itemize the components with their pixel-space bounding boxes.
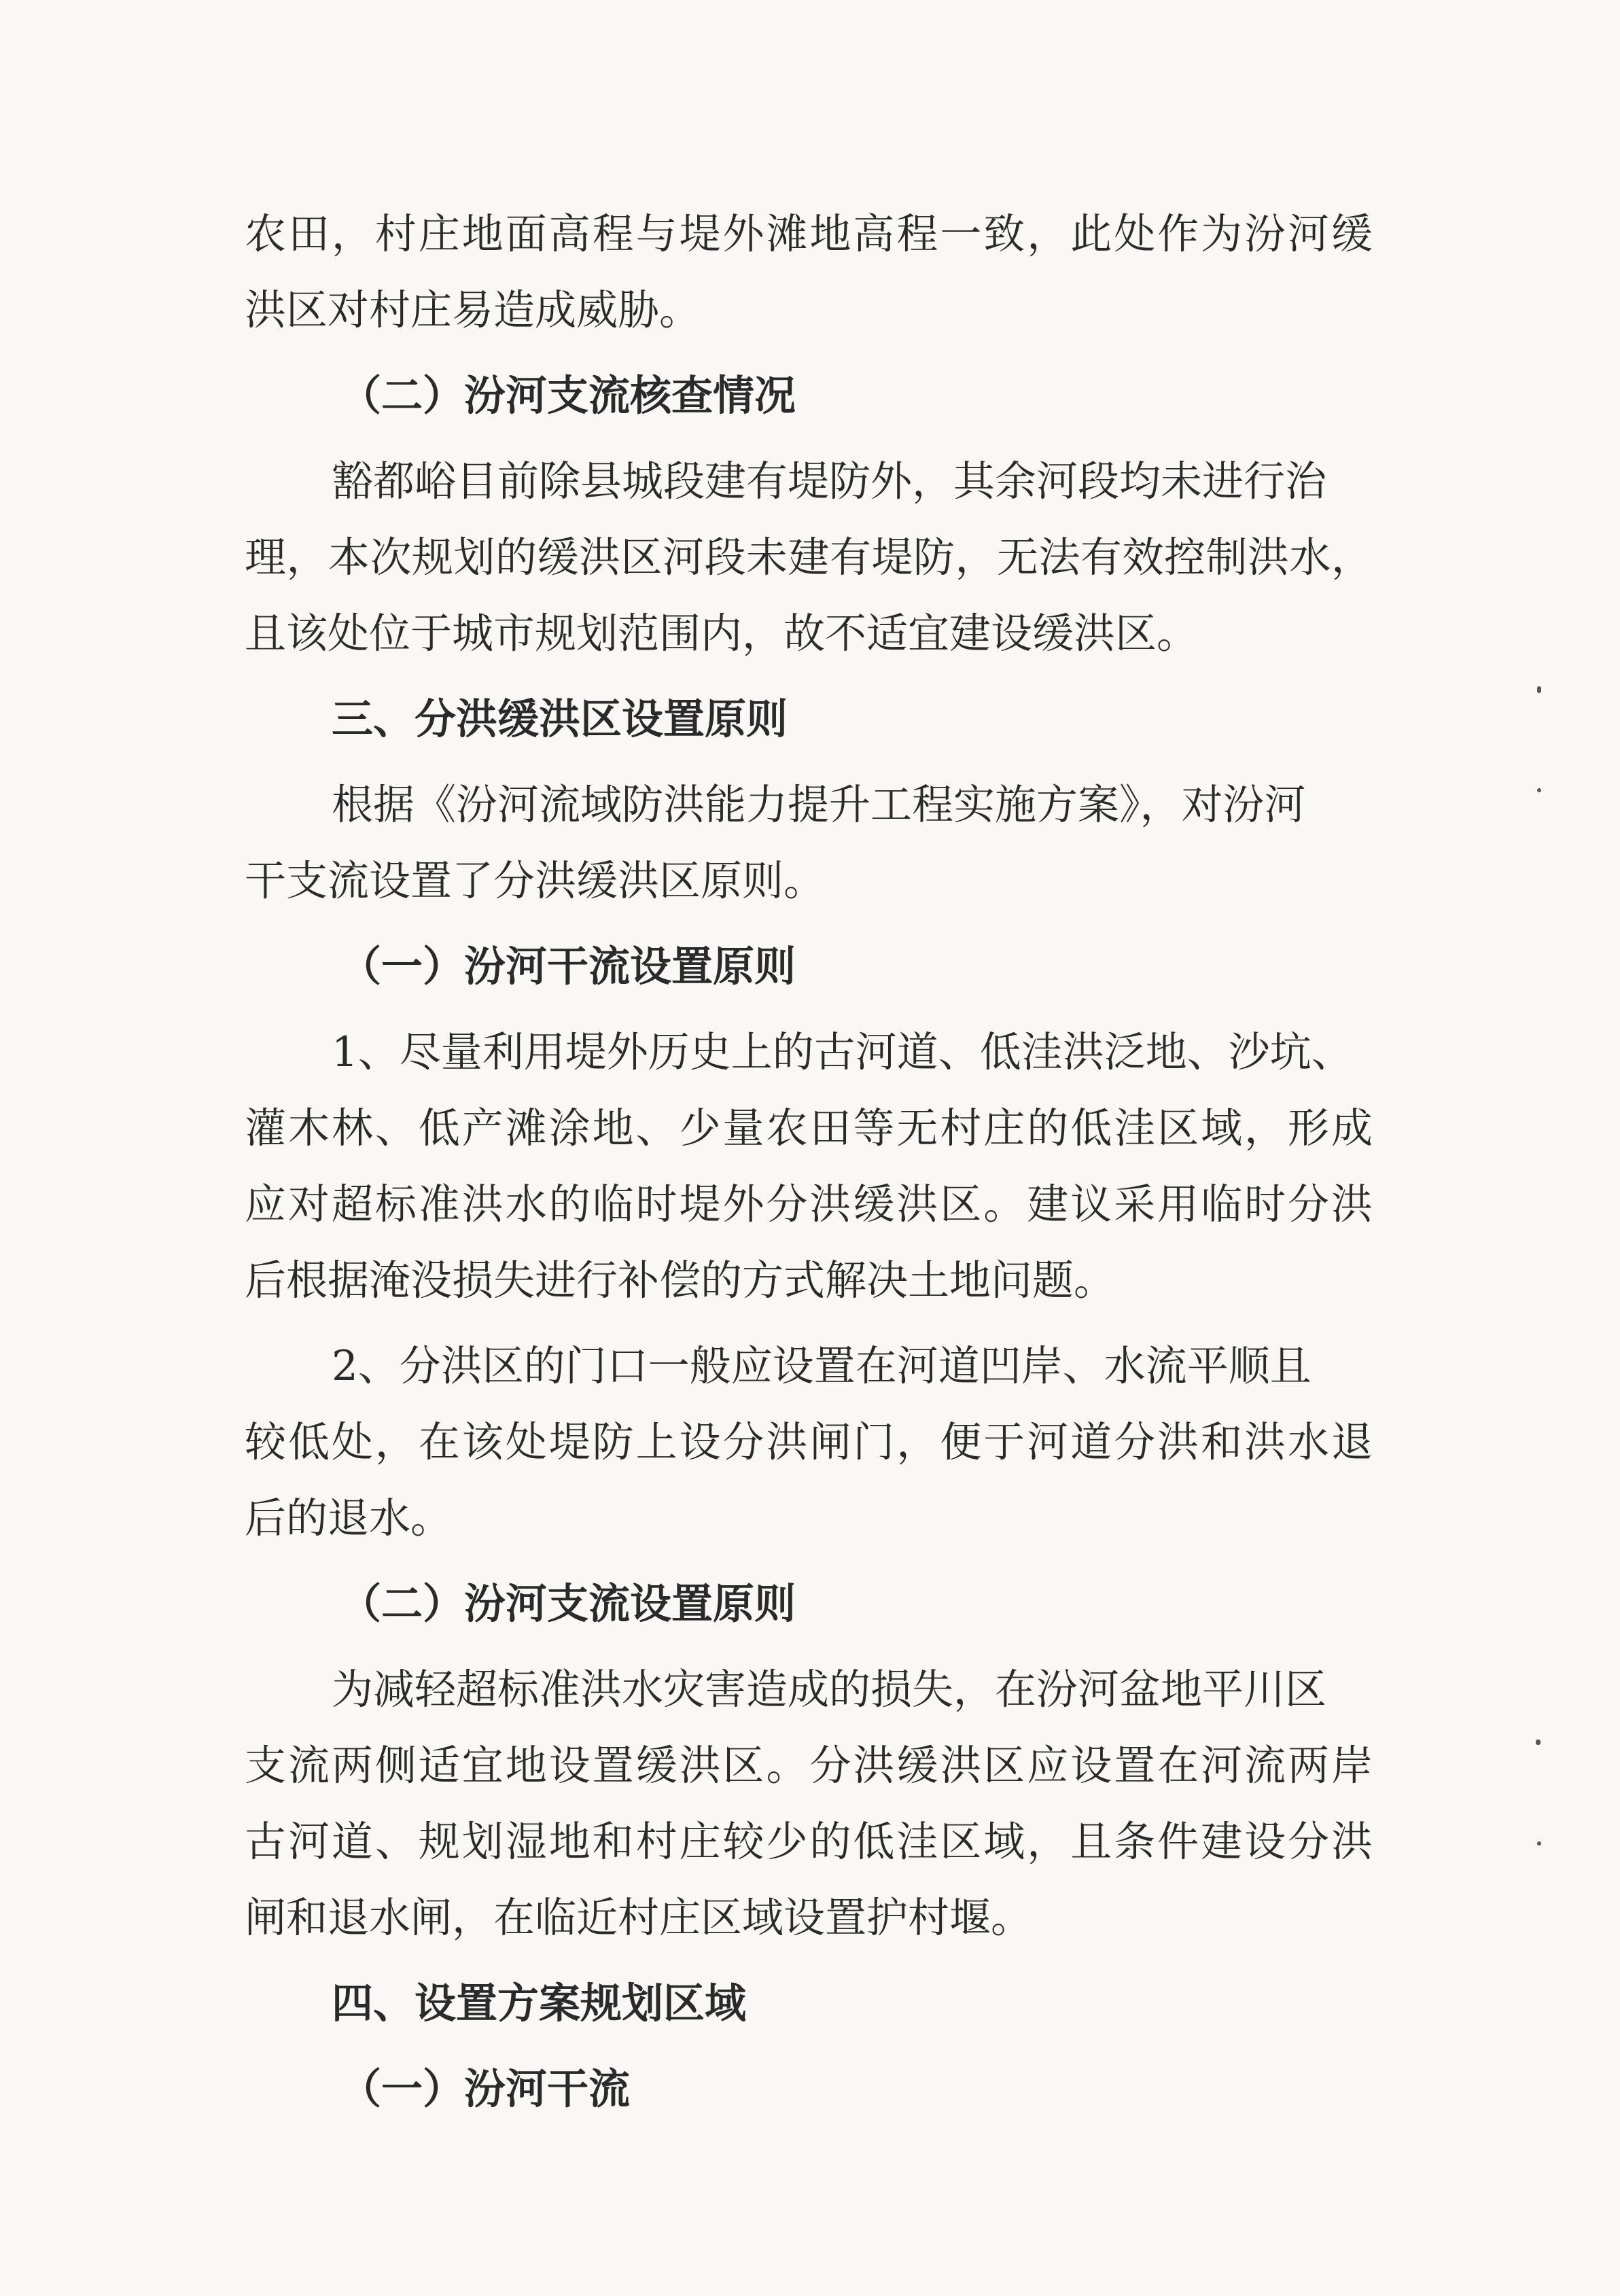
paragraph-line: 后的退水。 bbox=[245, 1494, 453, 1542]
paragraph-line: 较低处，在该处堤防上设分洪闸门，便于河道分洪和洪水退 bbox=[245, 1418, 1373, 1466]
chapter-heading: 三、分洪缓洪区设置原则 bbox=[332, 695, 788, 743]
chapter-heading: 四、设置方案规划区域 bbox=[332, 1979, 747, 2028]
paragraph-line: 灌木林、低产滩涂地、少量农田等无村庄的低洼区域，形成 bbox=[245, 1104, 1373, 1152]
paragraph-line: 理，本次规划的缓洪区河段未建有堤防，无法有效控制洪水， bbox=[245, 533, 1373, 582]
paragraph-line: 支流两侧适宜地设置缓洪区。分洪缓洪区应设置在河流两岸 bbox=[245, 1742, 1373, 1790]
paragraph-line: 为减轻超标准洪水灾害造成的损失，在汾河盆地平川区 bbox=[332, 1665, 1327, 1714]
scan-speck bbox=[1537, 788, 1541, 792]
paragraph-line: 农田，村庄地面高程与堤外滩地高程一致，此处作为汾河缓 bbox=[245, 210, 1373, 258]
paragraph-line: 洪区对村庄易造成威胁。 bbox=[245, 286, 701, 334]
scan-speck bbox=[1537, 686, 1541, 693]
paragraph-line: 闸和退水闸，在临近村庄区域设置护村堰。 bbox=[245, 1894, 1033, 1942]
paragraph-line: 2、分洪区的门口一般应设置在河道凹岸、水流平顺且 bbox=[332, 1342, 1311, 1390]
paragraph-line: 1、尽量利用堤外历史上的古河道、低洼洪泛地、沙坑、 bbox=[332, 1028, 1353, 1076]
paragraph-line: 干支流设置了分洪缓洪区原则。 bbox=[245, 857, 826, 905]
section-heading: （二）汾河支流核查情况 bbox=[340, 372, 796, 420]
paragraph-line: 豁都峪目前除县城段建有堤防外，其余河段均未进行治 bbox=[332, 457, 1327, 506]
scan-speck bbox=[1537, 1841, 1541, 1845]
scan-speck bbox=[1536, 1739, 1540, 1745]
section-heading: （二）汾河支流设置原则 bbox=[340, 1580, 796, 1628]
paragraph-line: 且该处位于城市规划范围内，故不适宜建设缓洪区。 bbox=[245, 610, 1199, 658]
paragraph-line: 应对超标准洪水的临时堤外分洪缓洪区。建议采用临时分洪 bbox=[245, 1180, 1373, 1229]
paragraph-line: 后根据淹没损失进行补偿的方式解决土地问题。 bbox=[245, 1256, 1116, 1305]
section-heading: （一）汾河干流设置原则 bbox=[340, 942, 796, 991]
paragraph-line: 根据《汾河流域防洪能力提升工程实施方案》，对汾河 bbox=[332, 781, 1306, 829]
paragraph-line: 古河道、规划湿地和村庄较少的低洼区域，且条件建设分洪 bbox=[245, 1818, 1373, 1866]
section-heading: （一）汾河干流 bbox=[340, 2065, 631, 2113]
